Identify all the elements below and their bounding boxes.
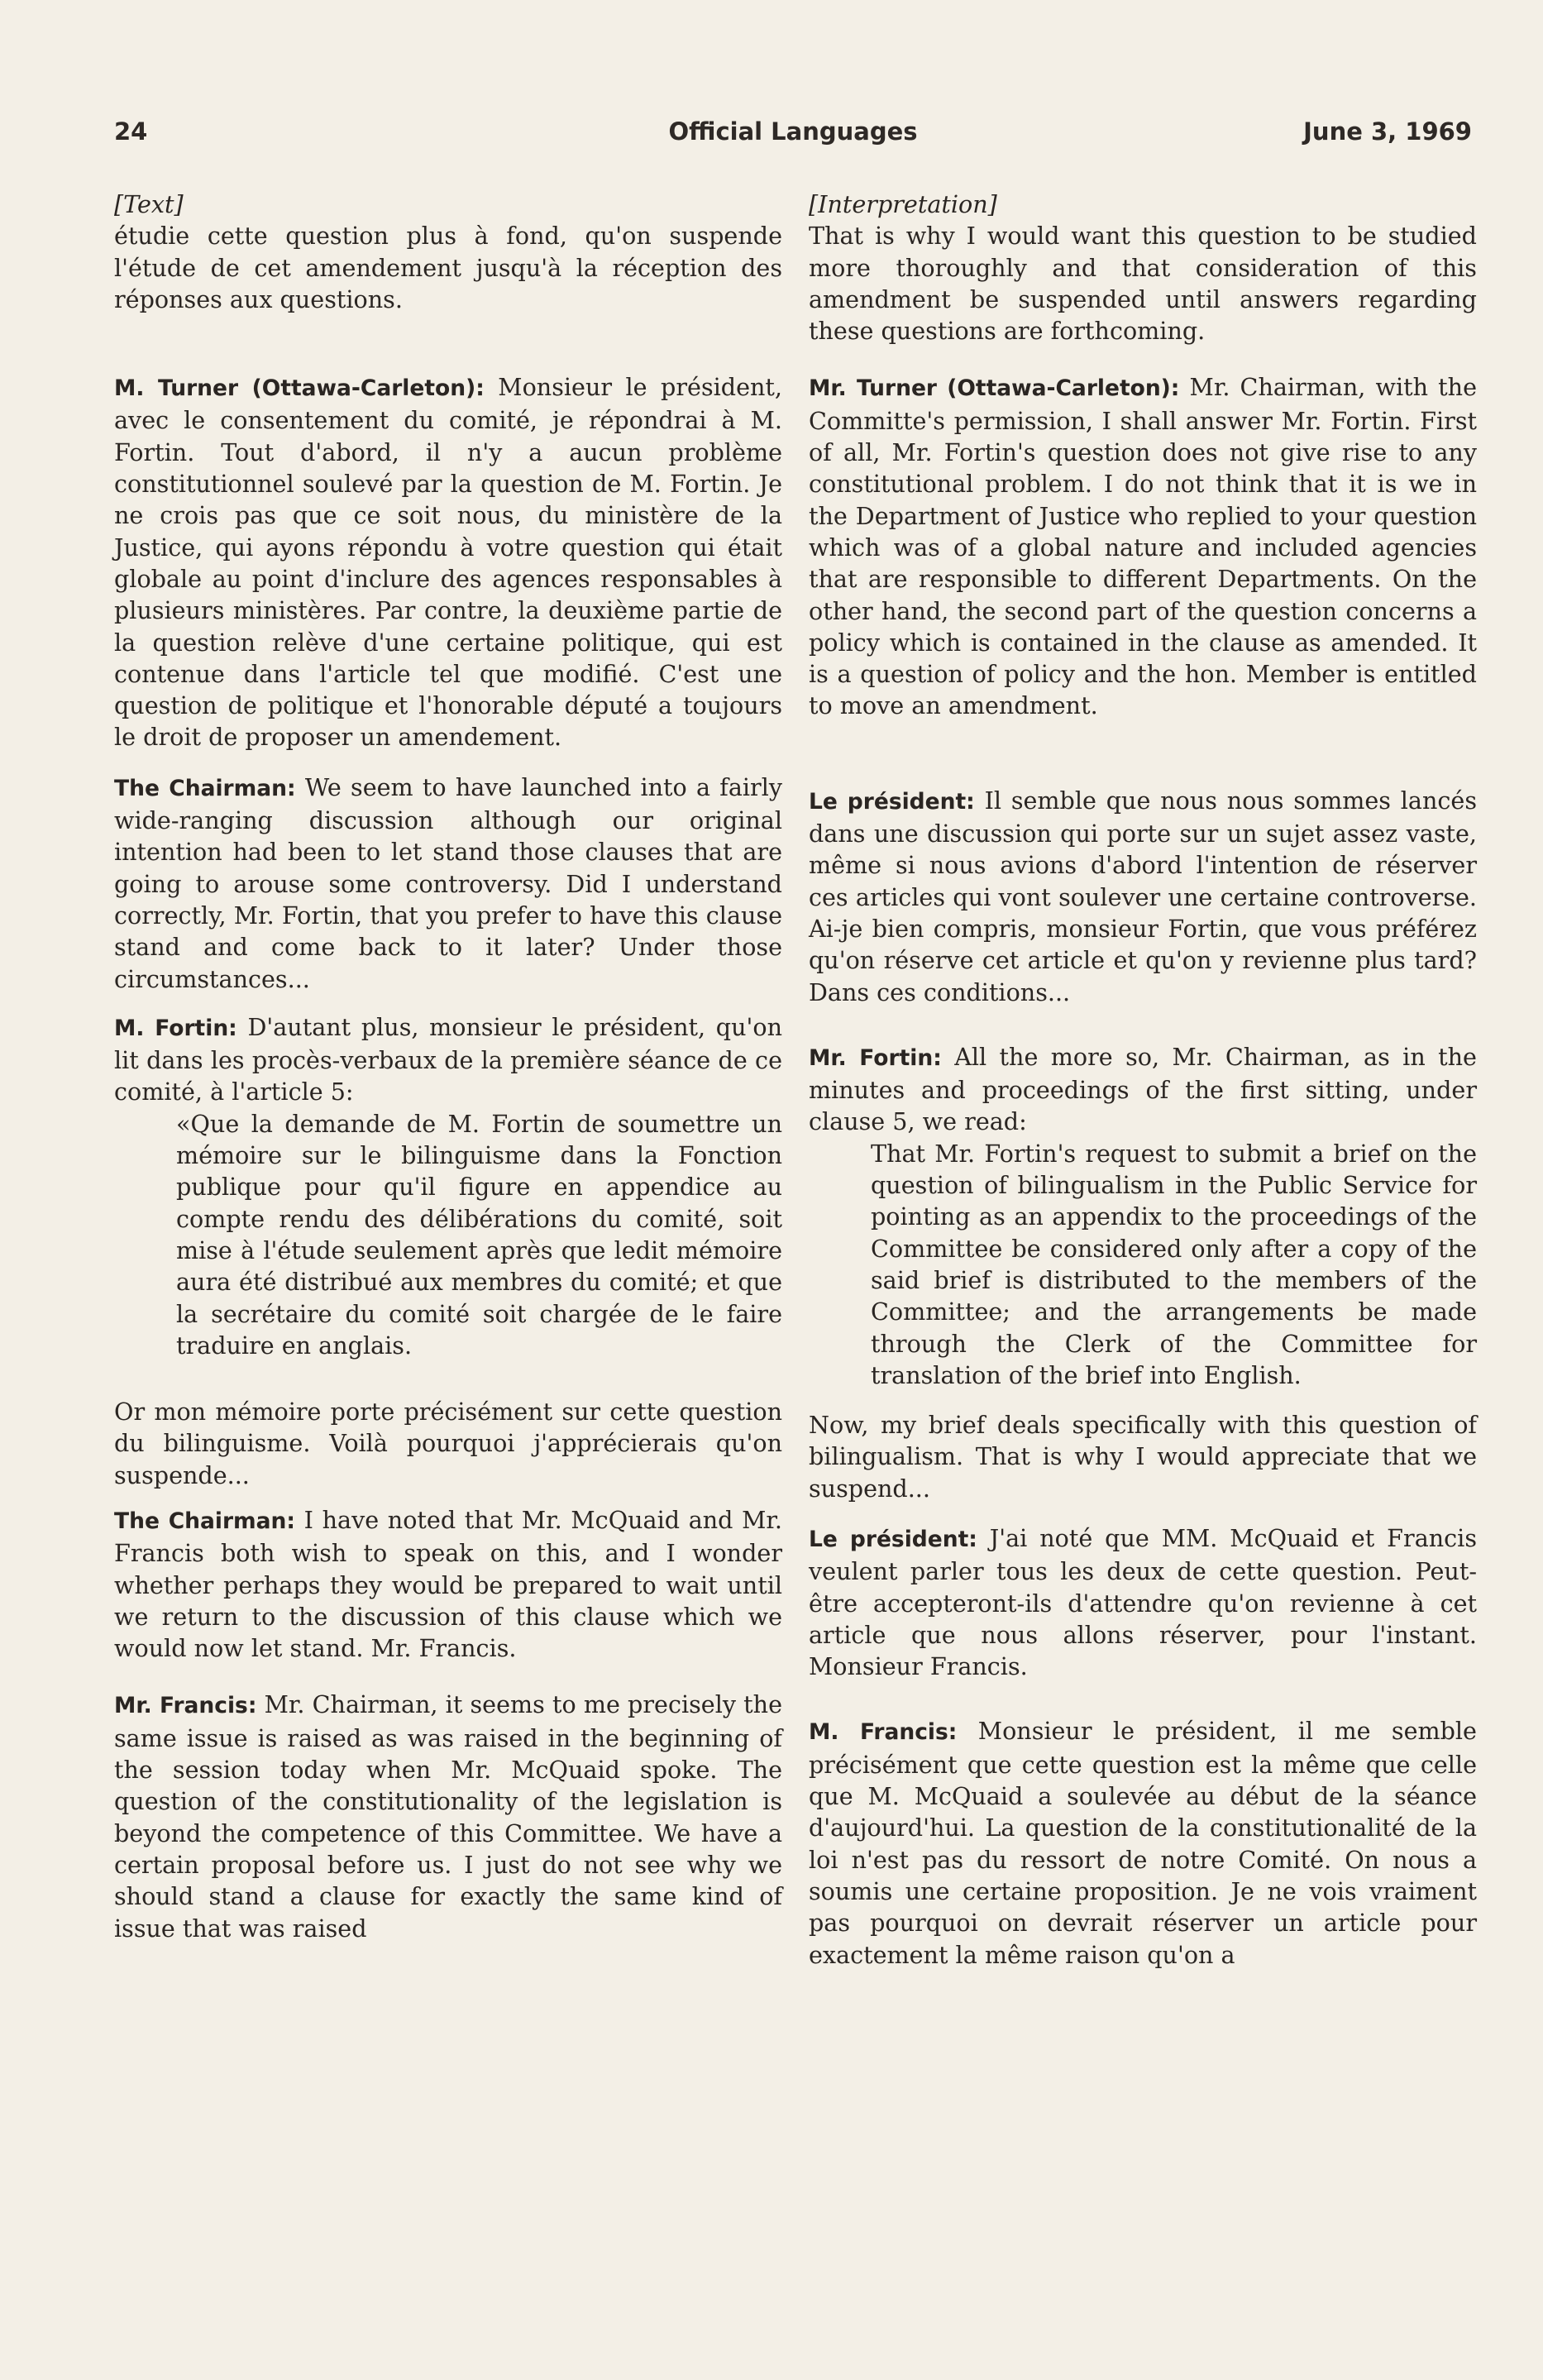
block-quote: That Mr. Fortin's request to submit a brief on the question of bilingualism in the Public Service for pointing as an appendix to the proceedings of the Committee be considered only after a copy of the said brief is distributed to the members of the Committee; and the arrangements be made through the Clerk of the Committee for translation of the brief into English.	[871, 1139, 1477, 1389]
paragraph: Now, my brief deals specifically with this question of bilingualism. That is why I would appreciate that we suspend...	[809, 1411, 1477, 1503]
speech	[809, 1715, 1477, 1970]
speech	[809, 371, 1477, 721]
left-column-french	[114, 189, 782, 1944]
speaker-name: M. Francis:	[809, 1719, 958, 1746]
speech-text: Mr. Chairman, with the Committe's permission, I shall answer Mr. Fortin. First of all, Mr. Fortin's question does not give rise to any constitutional problem. I do not think that it is we in the Department of Justice who replied to your question which was of a global nature and included agencies that are responsible to different Departments. On the other hand, the second part of the question concerns a policy which is contained in the clause as amended. It is a question of policy and the hon. Member is entitled to move an amendment.	[809, 373, 1477, 720]
page-number: 24	[114, 117, 148, 146]
speech	[114, 772, 782, 995]
paragraph: étudie cette question plus à fond, qu'on suspende l'étude de cet amendement jusqu'à la réception des réponses aux questions.	[114, 222, 782, 313]
speaker-name: Mr. Francis:	[114, 1693, 257, 1719]
speech-text: Monsieur le président, il me semble précisément que cette question est la même que celle que M. McQuaid a soulevée au début de la séance d'aujourd'hui. La question de la constitutionalité de la loi n'est pas du ressort de notre Comité. On nous a soumis une certaine proposition. Je ne vois vraiment pas pourquoi on devrait réserver un article pour exactement la même raison qu'on a	[809, 1717, 1477, 1969]
speech-text: Il semble que nous nous sommes lancés dans une discussion qui porte sur un sujet assez vaste, même si nous avions d'abord l'intention de réserver ces articles qui vont soulever une certaine controverse. Ai-je bien compris, monsieur Fortin, que vous préférez qu'on réserve cet article et qu'on y revienne plus tard? Dans ces conditions...	[809, 786, 1478, 1006]
speech-text: D'autant plus, monsieur le président, qu'on lit dans les procès-verbaux de la première séance de ce comité, à l'article 5:	[114, 1012, 782, 1106]
page-header	[114, 117, 1472, 159]
speaker-name: Le président:	[809, 1526, 977, 1552]
column-label: [Text]	[114, 190, 184, 218]
running-title: Official Languages	[668, 117, 918, 146]
speech-text: I have noted that Mr. McQuaid and Mr. Francis both wish to speak on this, and I wonder whether perhaps they would be prepared to wait until we return to the discussion of this clause which we would now let stand. Mr. Francis.	[114, 1505, 782, 1663]
right-column-english	[809, 189, 1477, 1971]
speech-text: We seem to have launched into a fairly wide-ranging discussion although our original intention had been to let stand those clauses that are going to arouse some controversy. Did I understand correctly, Mr. Fortin, that you prefer to have this clause stand and come back to it later? Under those circumstances...	[114, 772, 782, 993]
speech	[114, 1504, 782, 1664]
speaker-name: Le président:	[809, 788, 975, 815]
speech	[114, 1689, 782, 1943]
speech-text: J'ai noté que MM. McQuaid et Francis veulent parler tous les deux de cette question. Peut-être accepteront-ils d'attendre qu'on revienne à cet article que nous allons réserver, pour l'instant. Monsieur Francis.	[809, 1523, 1477, 1681]
speech-text: Mr. Chairman, it seems to me precisely the same issue is raised as was raised in the beginning of the session today when Mr. McQuaid spoke. The question of the constitutionality of the legislation is beyond the competence of this Committee. We have a certain proposal before us. I just do not see why we should stand a clause for exactly the same kind of issue that was raised	[114, 1690, 783, 1943]
page-date: June 3, 1969	[1303, 117, 1472, 146]
speaker-name: Mr. Turner (Ottawa-Carleton):	[809, 375, 1180, 402]
speech	[114, 1011, 782, 1108]
speech	[809, 1522, 1477, 1682]
speaker-name: The Chairman:	[114, 775, 296, 801]
speaker-name: Mr. Fortin:	[809, 1044, 942, 1071]
speaker-name: M. Turner (Ottawa-Carleton):	[114, 375, 485, 402]
speaker-name: M. Fortin:	[114, 1015, 237, 1041]
paragraph: That is why I would want this question to be studied more thoroughly and that consideration of this amendment be suspended until answers regarding these questions are forthcoming.	[809, 222, 1477, 346]
column-label: [Interpretation]	[809, 190, 997, 218]
speaker-name: The Chairman:	[114, 1508, 296, 1534]
speech-text: Monsieur le président, avec le consentement du comité, je répondrai à M. Fortin. Tout d'abord, il n'y a aucun problème constitutionnel soulevé par la question de M. Fortin. Je ne crois pas que ce soit nous, du ministère de la Justice, qui ayons répondu à votre question qui était globale au point d'inclure des agences responsables à plusieurs ministères. Par contre, la deuxième partie de la question relève d'une certaine politique, qui est contenue dans l'article tel que modifié. C'est une question de politique et l'honorable député a toujours le droit de proposer un amendement.	[114, 373, 782, 752]
speech-text: All the more so, Mr. Chairman, as in the minutes and proceedings of the first sitting, under clause 5, we read:	[809, 1042, 1477, 1136]
block-quote: «Que la demande de M. Fortin de soumettre un mémoire sur le bilinguisme dans la Fonction publique pour qu'il figure en appendice au compte rendu des délibérations du comité, soit mise à l'étude seulement après que ledit mémoire aura été distribué aux membres du comité; et que la secrétaire du comité soit chargée de le faire traduire en anglais.	[176, 1109, 782, 1360]
speech	[809, 1041, 1477, 1138]
speech	[809, 785, 1477, 1008]
speech	[114, 371, 782, 753]
paragraph: Or mon mémoire porte précisément sur cette question du bilinguisme. Voilà pourquoi j'apprécierais qu'on suspende...	[114, 1398, 782, 1489]
